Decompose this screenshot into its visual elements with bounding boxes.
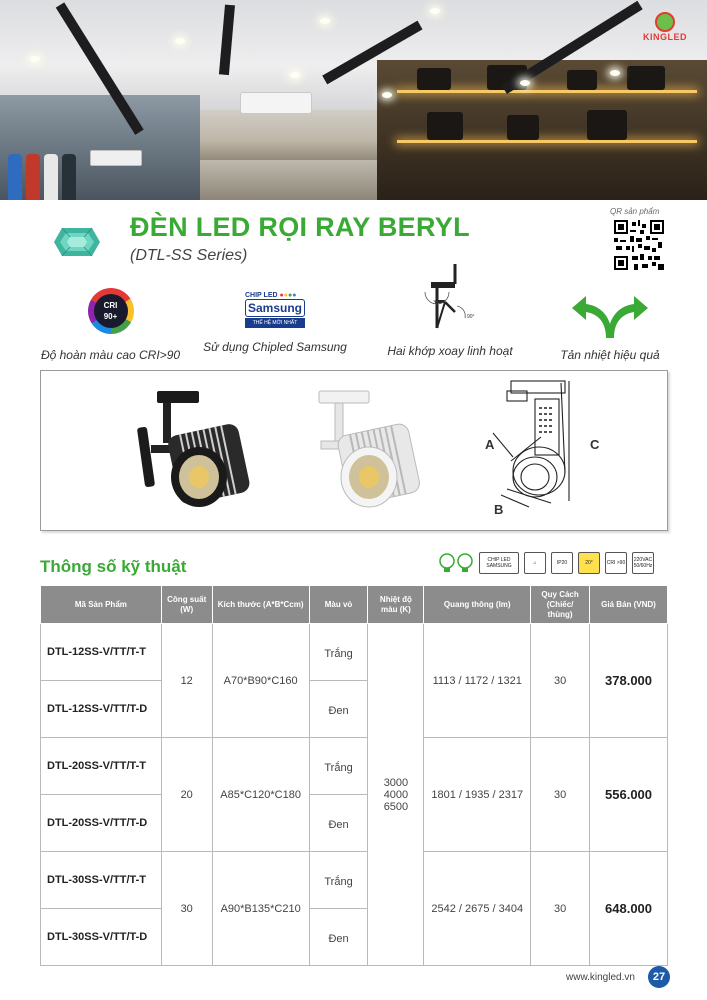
- clothes-item: [26, 154, 40, 200]
- product-code: DTL-30SS-V/TT/T-T: [41, 852, 162, 909]
- downlight: [382, 92, 392, 98]
- website-link[interactable]: www.kingled.vn: [566, 972, 635, 983]
- air-conditioner: [90, 150, 142, 166]
- warning-triangle-icon: 20°: [578, 552, 600, 574]
- feature-cri: [38, 288, 183, 362]
- store-floor: [200, 160, 380, 200]
- product-images-panel: [40, 370, 668, 531]
- svg-text:350°: 350°: [433, 300, 444, 306]
- color-temp-value: 3000: [383, 776, 409, 789]
- price-cell: 556.000: [590, 738, 668, 852]
- heat-dissipation-arrows-icon: [570, 296, 650, 338]
- chip-top-text: CHIP LED ●●●●: [245, 292, 297, 299]
- chip-subtitle: THẾ HỆ MỚI NHẤT: [245, 318, 305, 328]
- kingled-logo: [635, 12, 695, 42]
- lit-shelf: [397, 140, 697, 143]
- lumen-cell: 2542 / 2675 / 3404: [424, 852, 531, 966]
- bag: [427, 112, 463, 140]
- color-cell: Đen: [309, 681, 368, 738]
- column-header: Quy Cách (Chiếc/ thùng): [531, 586, 590, 624]
- white-track-light-image: [299, 385, 429, 515]
- feature-label: Hai khớp xoay linh hoạt: [387, 344, 513, 358]
- dimension-label-b: B: [494, 502, 504, 517]
- dimension-label-c: C: [590, 437, 600, 452]
- column-header: Nhiệt độ màu (K): [368, 586, 424, 624]
- product-code: DTL-12SS-V/TT/T-D: [41, 681, 162, 738]
- clothes-item: [44, 154, 58, 200]
- black-track-light-image: [129, 385, 259, 515]
- column-header: Công suất (W): [161, 586, 212, 624]
- cri-badge-icon: [88, 288, 134, 334]
- table-row: [41, 624, 668, 681]
- price-cell: 648.000: [590, 852, 668, 966]
- table-header-row: [41, 586, 668, 624]
- column-header: Quang thông (lm): [424, 586, 531, 624]
- downlight: [175, 38, 185, 44]
- column-header: Giá Bán (VND): [590, 586, 668, 624]
- column-header: Mã Sản Phẩm: [41, 586, 162, 624]
- product-code: DTL-20SS-V/TT/T-T: [41, 738, 162, 795]
- pack-cell: 30: [531, 852, 590, 966]
- beryl-gem-icon: [52, 226, 102, 258]
- pack-cell: 30: [531, 738, 590, 852]
- product-code: DTL-20SS-V/TT/T-D: [41, 795, 162, 852]
- page-number-badge: 27: [648, 966, 670, 988]
- bag: [587, 110, 627, 140]
- rotation-joint-icon: [415, 262, 485, 336]
- clothes-item: [8, 154, 22, 200]
- spec-section-title: Thông số kỹ thuật: [40, 557, 187, 576]
- feature-heat: [550, 296, 670, 362]
- color-cell: Trắng: [309, 624, 368, 681]
- column-header: Màu vỏ: [309, 586, 368, 624]
- bag: [627, 66, 665, 90]
- lumen-cell: 1801 / 1935 / 2317: [424, 738, 531, 852]
- air-conditioner: [240, 92, 312, 114]
- downlight: [320, 18, 330, 24]
- product-code: DTL-30SS-V/TT/T-D: [41, 909, 162, 966]
- color-temp-value: 6500: [383, 800, 409, 813]
- qr-code[interactable]: [614, 220, 664, 270]
- table-row: [41, 852, 668, 909]
- qr-label: QR sản phẩm: [610, 207, 660, 216]
- eco-bulb-icon: [438, 552, 474, 574]
- bag-shelf-wall: [377, 60, 707, 200]
- downlight: [520, 80, 530, 86]
- price-cell: 378.000: [590, 624, 668, 738]
- spec-icon-row: [438, 549, 654, 577]
- hero-photo: [0, 0, 707, 200]
- feature-label: Độ hoàn màu cao CRI>90: [40, 348, 181, 362]
- product-code: DTL-12SS-V/TT/T-T: [41, 624, 162, 681]
- size-cell: A85*C120*C180: [212, 738, 309, 852]
- chip-name: Samsung: [245, 299, 305, 317]
- clothes-item: [62, 154, 76, 200]
- color-cell: Đen: [309, 909, 368, 966]
- downlight: [430, 8, 440, 14]
- lumen-cell: 1113 / 1172 / 1321: [424, 624, 531, 738]
- lit-shelf: [397, 90, 697, 93]
- spec-table: [40, 585, 668, 966]
- chip-led-samsung-icon: CHIP LED SAMSUNG: [479, 552, 519, 574]
- color-cell: Trắng: [309, 852, 368, 909]
- voltage-icon: 220VAC 50/60Hz: [632, 552, 654, 574]
- cri-badge-bottom: 90+: [103, 312, 118, 321]
- color-temp-value: 4000: [383, 788, 409, 801]
- size-cell: A70*B90*C160: [212, 624, 309, 738]
- downlight: [610, 70, 620, 76]
- feature-label: Tản nhiệt hiệu quả: [560, 348, 660, 362]
- column-header: Kích thước (A*B*Ccm): [212, 586, 309, 624]
- size-cell: A90*B135*C210: [212, 852, 309, 966]
- color-temp-cell: [368, 624, 424, 966]
- feature-samsung-chip: [200, 290, 350, 354]
- logo-text: KINGLED: [643, 32, 687, 42]
- power-cell: 20: [161, 738, 212, 852]
- power-cell: 12: [161, 624, 212, 738]
- store-left-wall: [0, 95, 200, 200]
- ip-rating-icon: IP20: [551, 552, 573, 574]
- feature-rotation: [380, 262, 520, 358]
- dimension-label-a: A: [485, 437, 495, 452]
- logo-bulb-icon: [655, 12, 675, 32]
- cri-badge-top: CRI: [103, 301, 118, 310]
- indoor-house-icon: ⌂: [524, 552, 546, 574]
- color-cell: Trắng: [309, 738, 368, 795]
- table-row: [41, 738, 668, 795]
- pack-cell: 30: [531, 624, 590, 738]
- product-title: ĐÈN LED RỌI RAY BERYL: [130, 212, 470, 242]
- product-series: (DTL-SS Series): [130, 247, 248, 264]
- svg-text:90°: 90°: [467, 314, 475, 320]
- bag: [417, 68, 451, 90]
- feature-label: Sử dụng Chipled Samsung: [203, 340, 347, 354]
- downlight: [290, 72, 300, 78]
- downlight: [30, 56, 40, 62]
- bag: [507, 115, 539, 140]
- power-cell: 30: [161, 852, 212, 966]
- eye-cri-icon: CRI >90: [605, 552, 627, 574]
- samsung-chip-icon: [245, 292, 305, 328]
- color-cell: Đen: [309, 795, 368, 852]
- bag: [567, 70, 597, 90]
